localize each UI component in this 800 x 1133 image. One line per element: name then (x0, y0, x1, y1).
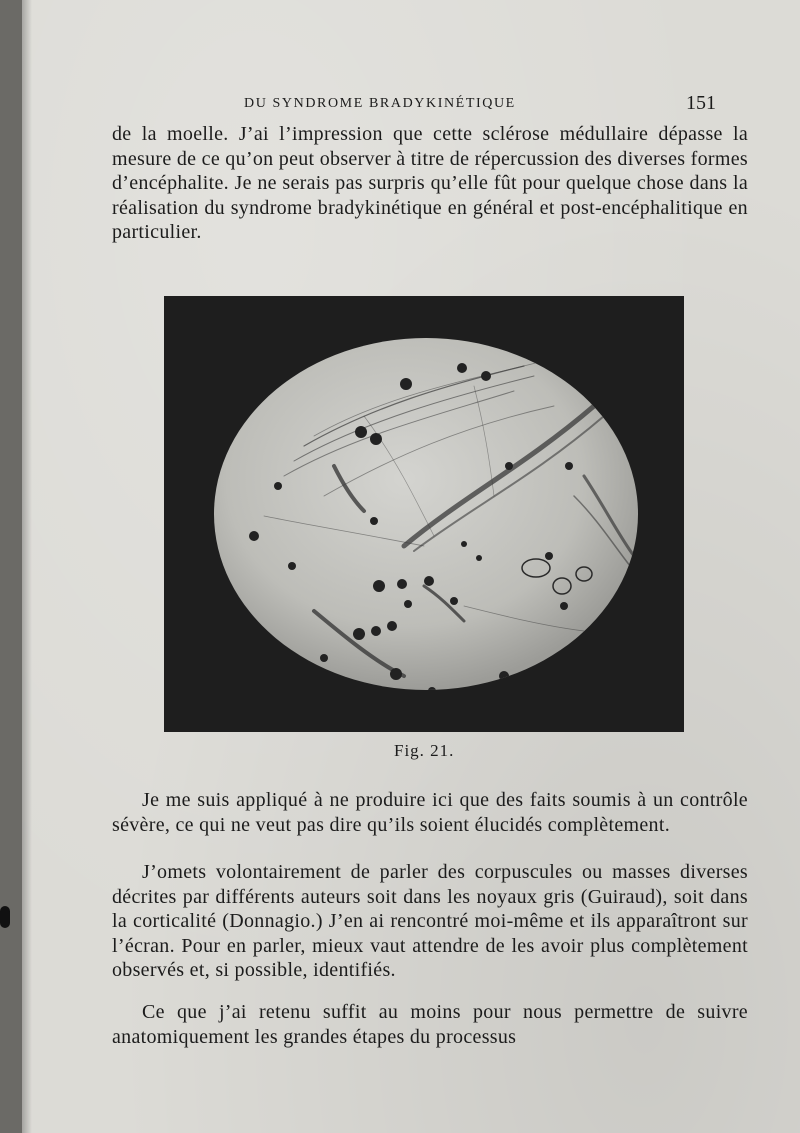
page-gutter-shadow (22, 0, 32, 1133)
paragraph-2: Je me suis appliqué à ne produire ici que des faits soumis à un contrôle sévère, ce qui ne veut pas dire qu’ils soient élucidés complètement. (112, 789, 748, 836)
paragraph-4: Ce que j’ai retenu suffit au moins pour nous permettre de suivre anatomiquement les grandes étapes du processus (112, 1001, 748, 1048)
micrograph-image (164, 296, 684, 732)
page-header (22, 94, 800, 120)
running-title: DU SYNDROME BRADYKINÉTIQUE (244, 96, 516, 111)
figure-caption: Fig. 21. (394, 741, 455, 760)
margin-ink-mark (0, 906, 10, 928)
paragraph-1: de la moelle. J’ai l’impression que cette sclérose médullaire dépasse la mesure de ce qu’on peut observer à titre de répercussion des diverses formes d’encéphalite. Je ne serais pas surpris qu’elle fût pour quelque chose dans la réalisation du syndrome bradykinétique en général et post-encéphalitique en particulier. (112, 123, 748, 243)
paragraph-3: J’omets volontairement de parler des corpuscules ou masses diverses décrites par différents auteurs soit dans les noyaux gris (Guiraud), soit dans la corticalité (Donnagio.) J’en ai rencontré moi-même et ils apparaîtront sur l’écran. Pour en parler, mieux vaut attendre de les avoir plus complètement observés et, si possible, identifiés. (112, 861, 748, 981)
micrograph-figure (164, 296, 684, 732)
page-number: 151 (686, 92, 716, 114)
book-page (22, 0, 800, 1133)
